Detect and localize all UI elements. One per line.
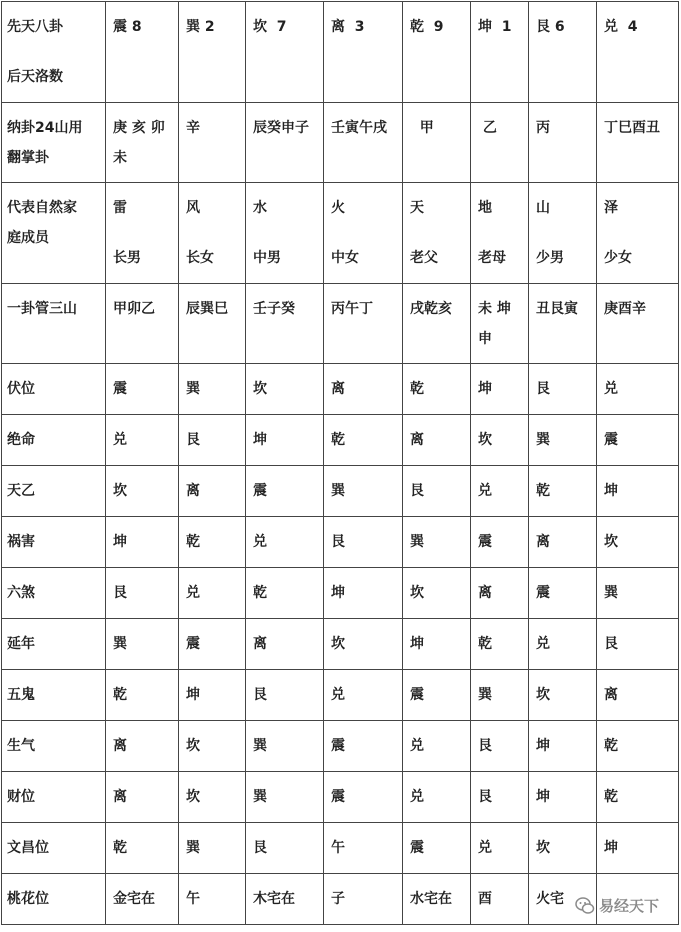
cell-line: 辰癸申子 [253, 120, 309, 136]
row-label-line: 伏位 [7, 381, 35, 397]
table-row [2, 415, 679, 466]
cell-line: 兑 [113, 432, 127, 448]
cell-line: 火 [331, 200, 345, 216]
cell-line: 老父 [410, 250, 438, 266]
cell-line: 坎 [186, 738, 200, 754]
table-cell [471, 823, 529, 874]
cell-line: 坤 [331, 585, 345, 601]
cell-line: 兑 [253, 534, 267, 550]
table-cell [246, 2, 324, 103]
row-label [2, 517, 106, 568]
row-label-line: 绝命 [7, 432, 35, 448]
cell-line: 坤 [253, 432, 267, 448]
table-cell [324, 874, 403, 925]
cell-line: 艮 [478, 738, 492, 754]
cell-line: 酉 [478, 891, 492, 907]
row-label [2, 415, 106, 466]
cell-line: 巽 [186, 381, 200, 397]
table-cell [106, 415, 179, 466]
cell-line: 兑 [410, 738, 424, 754]
table-cell [246, 823, 324, 874]
cell-line: 坤 [186, 687, 200, 703]
table-cell [403, 284, 471, 364]
cell-line: 艮 [113, 585, 127, 601]
table-cell [471, 874, 529, 925]
table-cell [106, 2, 179, 103]
cell-line: 乾 [331, 432, 345, 448]
cell-line: 艮 [410, 483, 424, 499]
table-cell [529, 415, 597, 466]
cell-line: 巽 [253, 789, 267, 805]
cell-line: 震 [331, 789, 345, 805]
table-cell [529, 103, 597, 183]
cell-line: 震 [331, 738, 345, 754]
cell-line: 震 [113, 381, 127, 397]
table-cell [179, 874, 246, 925]
cell-line: 乾 [410, 381, 424, 397]
table-cell [324, 517, 403, 568]
table-cell [179, 183, 246, 284]
table-cell [246, 364, 324, 415]
table-cell [179, 284, 246, 364]
row-label-line: 先天八卦 [7, 19, 63, 35]
row-label-line: 生气 [7, 738, 35, 754]
table-cell [529, 183, 597, 284]
cell-line: 兑 [478, 483, 492, 499]
cell-line: 离 [113, 789, 127, 805]
cell-line: 乾 [604, 789, 618, 805]
cell-line: 离 [604, 687, 618, 703]
cell-line: 未 坤 [478, 301, 511, 317]
table-cell [324, 466, 403, 517]
cell-line: 木宅在 [253, 891, 295, 907]
cell-line: 乾 [113, 687, 127, 703]
table-cell [403, 103, 471, 183]
cell-line: 坤 [478, 381, 492, 397]
table-cell [324, 772, 403, 823]
cell-line: 壬寅午戌 [331, 120, 387, 136]
row-label-line: 后天洛数 [7, 69, 63, 85]
table-cell [106, 364, 179, 415]
cell-line: 兑 [410, 789, 424, 805]
table-row [2, 364, 679, 415]
table-cell [403, 568, 471, 619]
table-cell [246, 517, 324, 568]
cell-line: 震 8 [113, 19, 142, 35]
table-cell [403, 466, 471, 517]
table-cell [471, 364, 529, 415]
cell-line: 震 [253, 483, 267, 499]
table-cell [106, 568, 179, 619]
cell-line: 艮 [186, 432, 200, 448]
cell-line: 辛 [186, 120, 200, 136]
row-label [2, 568, 106, 619]
table-cell [403, 364, 471, 415]
table-cell [106, 721, 179, 772]
table-cell [179, 466, 246, 517]
table-row [2, 772, 679, 823]
table-cell [106, 619, 179, 670]
table-cell [403, 415, 471, 466]
table-cell [106, 103, 179, 183]
cell-line: 甲 [410, 120, 434, 136]
row-label [2, 466, 106, 517]
table-cell [246, 183, 324, 284]
table-cell [403, 2, 471, 103]
cell-line: 长男 [113, 250, 141, 266]
table-cell [471, 721, 529, 772]
cell-line: 乾 [536, 483, 550, 499]
table-cell [597, 721, 679, 772]
cell-line: 震 [536, 585, 550, 601]
cell-line: 巽 [113, 636, 127, 652]
row-label [2, 823, 106, 874]
row-label [2, 670, 106, 721]
row-label [2, 284, 106, 364]
table-cell [179, 2, 246, 103]
cell-line: 坎 [536, 687, 550, 703]
table-row [2, 466, 679, 517]
cell-line: 老母 [478, 250, 506, 266]
table-cell [597, 517, 679, 568]
cell-line: 坎 [113, 483, 127, 499]
bagua-table [1, 1, 679, 925]
table-cell [246, 466, 324, 517]
table-cell [471, 568, 529, 619]
table-cell [179, 619, 246, 670]
row-label [2, 619, 106, 670]
row-label-line: 天乙 [7, 483, 35, 499]
cell-line: 巽 2 [186, 19, 215, 35]
table-cell [597, 2, 679, 103]
row-label [2, 183, 106, 284]
table-cell [403, 772, 471, 823]
table-cell [471, 2, 529, 103]
cell-line: 兑 4 [604, 19, 638, 35]
row-label-line: 桃花位 [7, 891, 49, 907]
table-cell [403, 517, 471, 568]
table-cell [403, 721, 471, 772]
row-label [2, 721, 106, 772]
table-cell [179, 103, 246, 183]
cell-line: 震 [604, 432, 618, 448]
cell-line: 甲卯乙 [113, 301, 155, 317]
cell-line: 坤 [604, 840, 618, 856]
cell-line: 离 [113, 738, 127, 754]
cell-line: 坎 [331, 636, 345, 652]
cell-line: 泽 [604, 200, 618, 216]
cell-line: 金宅在 [113, 891, 155, 907]
cell-line: 火宅 [536, 891, 564, 907]
cell-line: 午 [331, 840, 345, 856]
table-cell [471, 103, 529, 183]
table-row [2, 721, 679, 772]
cell-line: 离 [186, 483, 200, 499]
cell-line: 震 [410, 687, 424, 703]
table-cell [529, 772, 597, 823]
cell-line: 戌乾亥 [410, 301, 452, 317]
table-cell [529, 2, 597, 103]
cell-line: 丙 [536, 120, 550, 136]
cell-line: 艮 [604, 636, 618, 652]
table-row [2, 670, 679, 721]
table-cell [529, 284, 597, 364]
table-cell [106, 772, 179, 823]
table-cell [403, 619, 471, 670]
table-cell [324, 823, 403, 874]
cell-line: 离 [253, 636, 267, 652]
table-cell [324, 103, 403, 183]
cell-line: 乙 [478, 120, 497, 136]
table-cell [529, 823, 597, 874]
table-cell [246, 772, 324, 823]
table-row [2, 517, 679, 568]
cell-line: 艮 [253, 687, 267, 703]
cell-line: 庚酉辛 [604, 301, 646, 317]
cell-line: 壬子癸 [253, 301, 295, 317]
table-cell [471, 670, 529, 721]
cell-line: 离 [331, 381, 345, 397]
cell-line: 巽 [331, 483, 345, 499]
table-cell [403, 874, 471, 925]
table-cell [529, 721, 597, 772]
cell-line: 离 [536, 534, 550, 550]
table-cell [529, 466, 597, 517]
cell-line: 艮 [331, 534, 345, 550]
cell-line: 坎 7 [253, 19, 287, 35]
table-row [2, 103, 679, 183]
cell-line: 乾 [253, 585, 267, 601]
table-cell [179, 415, 246, 466]
table-cell [179, 772, 246, 823]
cell-line: 水 [253, 200, 267, 216]
table-cell [246, 619, 324, 670]
table-cell [324, 568, 403, 619]
table-cell [106, 183, 179, 284]
cell-line: 少男 [536, 250, 564, 266]
table-cell [471, 772, 529, 823]
cell-line: 震 [478, 534, 492, 550]
table-row [2, 183, 679, 284]
table-cell [597, 568, 679, 619]
cell-line: 子 [331, 891, 345, 907]
cell-line: 兑 [331, 687, 345, 703]
table-cell [597, 619, 679, 670]
table-row [2, 823, 679, 874]
row-label-line: 纳卦24山用 [7, 120, 83, 136]
cell-line: 震 [410, 840, 424, 856]
cell-line: 山 [536, 200, 550, 216]
cell-line: 中女 [331, 250, 359, 266]
table-cell [106, 823, 179, 874]
cell-line: 午 [186, 891, 200, 907]
cell-line: 坤 [113, 534, 127, 550]
cell-line: 坎 [186, 789, 200, 805]
cell-line: 乾 [478, 636, 492, 652]
cell-line: 艮 [536, 381, 550, 397]
cell-line: 兑 [604, 381, 618, 397]
watermark [575, 895, 659, 916]
table-cell [179, 364, 246, 415]
table-cell [403, 183, 471, 284]
table-cell [471, 415, 529, 466]
table-cell [106, 670, 179, 721]
cell-line: 坎 [253, 381, 267, 397]
cell-line: 坤 [536, 738, 550, 754]
table-cell [246, 670, 324, 721]
table-cell [471, 619, 529, 670]
table-cell [597, 823, 679, 874]
table-cell [179, 721, 246, 772]
row-label [2, 103, 106, 183]
cell-line: 申 [478, 331, 492, 347]
row-label-line: 翻掌卦 [7, 150, 49, 166]
table-cell [324, 364, 403, 415]
table-row [2, 284, 679, 364]
row-label-line: 文昌位 [7, 840, 49, 856]
table-cell [106, 517, 179, 568]
table-cell [471, 183, 529, 284]
table-cell [597, 670, 679, 721]
table-cell [324, 415, 403, 466]
cell-line: 巽 [253, 738, 267, 754]
cell-line: 艮 [478, 789, 492, 805]
cell-line: 丑艮寅 [536, 301, 578, 317]
table-cell [597, 103, 679, 183]
cell-line: 坤 [604, 483, 618, 499]
cell-line: 地 [478, 200, 492, 216]
cell-line: 乾 9 [410, 19, 444, 35]
watermark-text: 易经天下 [598, 897, 659, 915]
table-cell [471, 517, 529, 568]
cell-line: 巽 [478, 687, 492, 703]
table-cell [246, 415, 324, 466]
table-cell [324, 2, 403, 103]
table-cell [529, 670, 597, 721]
cell-line: 巽 [536, 432, 550, 448]
cell-line: 雷 [113, 200, 127, 216]
table-cell [179, 568, 246, 619]
cell-line: 未 [113, 150, 127, 166]
table-cell [179, 670, 246, 721]
cell-line: 乾 [186, 534, 200, 550]
table-cell [529, 568, 597, 619]
row-label-line: 延年 [7, 636, 35, 652]
table-cell [179, 517, 246, 568]
row-label-line: 庭成员 [7, 230, 49, 246]
table-cell [106, 284, 179, 364]
table-cell [106, 466, 179, 517]
wechat-icon [575, 896, 595, 916]
row-label-line: 一卦管三山 [7, 301, 77, 317]
table-cell [597, 183, 679, 284]
cell-line: 巽 [186, 840, 200, 856]
table-cell [246, 103, 324, 183]
cell-line: 辰巽巳 [186, 301, 228, 317]
table-cell [597, 364, 679, 415]
table-cell [106, 874, 179, 925]
table-cell [179, 823, 246, 874]
cell-line: 长女 [186, 250, 214, 266]
cell-line: 乾 [604, 738, 618, 754]
row-label [2, 2, 106, 103]
cell-line: 丙午丁 [331, 301, 373, 317]
cell-line: 风 [186, 200, 200, 216]
row-label [2, 874, 106, 925]
cell-line: 兑 [186, 585, 200, 601]
cell-line: 坎 [604, 534, 618, 550]
table-cell [324, 619, 403, 670]
table-cell [529, 364, 597, 415]
row-label-line: 祸害 [7, 534, 35, 550]
cell-line: 坤 [536, 789, 550, 805]
row-label-line: 代表自然家 [7, 200, 77, 216]
table-row [2, 2, 679, 103]
cell-line: 巽 [604, 585, 618, 601]
table-cell [597, 772, 679, 823]
cell-line: 坎 [478, 432, 492, 448]
cell-line: 水宅在 [410, 891, 452, 907]
table-cell [246, 284, 324, 364]
cell-line: 少女 [604, 250, 632, 266]
table-cell [471, 284, 529, 364]
table-cell [471, 466, 529, 517]
table-cell [324, 284, 403, 364]
table-cell [403, 670, 471, 721]
table-cell [246, 568, 324, 619]
table-cell [529, 619, 597, 670]
table-cell [529, 517, 597, 568]
cell-line: 坎 [536, 840, 550, 856]
table-cell [597, 284, 679, 364]
row-label-line: 六煞 [7, 585, 35, 601]
cell-line: 坤 1 [478, 19, 512, 35]
row-label [2, 772, 106, 823]
cell-line: 离 3 [331, 19, 365, 35]
cell-line: 艮 6 [536, 19, 565, 35]
table-cell [324, 183, 403, 284]
table-cell [246, 721, 324, 772]
table-cell [597, 466, 679, 517]
table-cell [246, 874, 324, 925]
cell-line: 坎 [410, 585, 424, 601]
table-cell [324, 670, 403, 721]
table-row [2, 619, 679, 670]
cell-line: 乾 [113, 840, 127, 856]
row-label-line: 财位 [7, 789, 35, 805]
cell-line: 离 [478, 585, 492, 601]
cell-line: 坤 [410, 636, 424, 652]
cell-line: 天 [410, 200, 424, 216]
cell-line: 兑 [536, 636, 550, 652]
cell-line: 离 [410, 432, 424, 448]
cell-line: 中男 [253, 250, 281, 266]
cell-line: 震 [186, 636, 200, 652]
row-label [2, 364, 106, 415]
table-row [2, 568, 679, 619]
cell-line: 丁巳酉丑 [604, 120, 660, 136]
cell-line: 巽 [410, 534, 424, 550]
cell-line: 兑 [478, 840, 492, 856]
table-cell [597, 415, 679, 466]
cell-line: 艮 [253, 840, 267, 856]
row-label-line: 五鬼 [7, 687, 35, 703]
table-cell [324, 721, 403, 772]
table-cell [403, 823, 471, 874]
cell-line: 庚 亥 卯 [113, 120, 165, 136]
